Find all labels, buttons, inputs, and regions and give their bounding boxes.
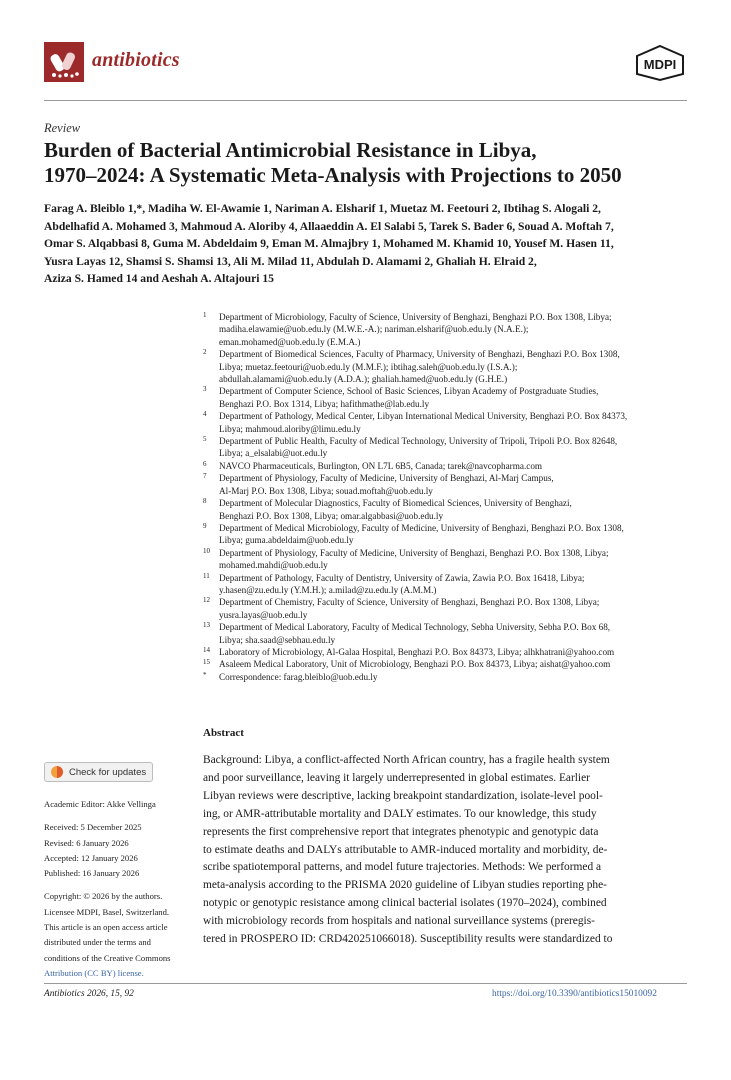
abstract-line: and poor surveillance, leaving it largely underrepresented in global estimates. Earlier — [203, 771, 590, 784]
copyright-notice — [44, 889, 194, 981]
footer-citation: Antibiotics 2026, 15, 92 — [44, 989, 134, 999]
affiliation-number: 14 — [203, 645, 210, 654]
abstract-line: meta-analysis according to the PRISMA 2020 guideline of Libyan studies reporting phe- — [203, 879, 607, 892]
author-line: Abdelhafid A. Mohamed 3, Mahmoud A. Aloriby 4, Allaaeddin A. El Salabi 5, Tarek S. Bader 6, Souad A. Moftah 7, — [44, 219, 614, 233]
affiliation-line: Libya; guma.abdeldaim@uob.edu.ly — [219, 535, 354, 546]
abstract-line: ing, or AMR-attributable mortality and DALY estimates. To our knowledge, this study — [203, 807, 597, 820]
affiliation-line: Department of Physiology, Faculty of Medicine, University of Benghazi, Benghazi P.O. Box 1308, Libya; — [219, 547, 609, 558]
check-updates-icon — [51, 766, 63, 778]
affiliation-item — [203, 472, 693, 497]
affiliation-number: 5 — [203, 435, 207, 444]
affiliation-line: Department of Chemistry, Faculty of Science, University of Benghazi, Benghazi P.O. Box 1308, Libya; — [219, 597, 600, 608]
author-list — [44, 200, 694, 288]
published-date: Published: 16 January 2026 — [44, 868, 140, 879]
affiliation-item — [203, 547, 693, 572]
copyright-line: Licensee MDPI, Basel, Switzerland. — [44, 906, 170, 917]
affiliations-list — [203, 311, 693, 683]
affiliation-number: 12 — [203, 596, 210, 605]
affiliation-line: Department of Public Health, Faculty of Medical Technology, University of Tripoli, Tripoli P.O. Box 82648, — [219, 436, 618, 447]
author-line: Yusra Layas 12, Shamsi S. Shamsi 13, Ali M. Milad 11, Abdulah D. Alamami 2, Ghaliah H. Elraid 2, — [44, 254, 537, 268]
affiliation-item — [203, 497, 693, 522]
copyright-line: conditions of the Creative Commons — [44, 952, 171, 963]
affiliation-item — [203, 596, 693, 621]
affiliation-line: Department of Molecular Diagnostics, Faculty of Biomedical Sciences, University of Benghazi, — [219, 498, 572, 509]
affiliation-line: yusra.layas@uob.edu.ly — [219, 609, 308, 620]
abstract-line: notypic or genotypic resistance among clinical bacterial isolates (1970–2024), combined — [203, 897, 607, 910]
affiliation-item — [203, 385, 693, 410]
affiliation-item — [203, 460, 693, 472]
check-for-updates-button[interactable] — [44, 762, 153, 782]
affiliation-line: Department of Pathology, Faculty of Dentistry, University of Zawia, Zawia P.O. Box 16418, Libya; — [219, 572, 585, 583]
article-info-sidebar — [44, 797, 194, 989]
affiliation-line: Correspondence: farag.bleiblo@uob.edu.ly — [219, 671, 378, 682]
affiliation-number: 3 — [203, 385, 207, 394]
affiliation-number: 7 — [203, 472, 207, 481]
affiliation-line: y.hasen@zu.edu.ly (Y.M.H.); a.milad@zu.edu.ly (A.M.M.) — [219, 584, 437, 595]
author-line: Aziza S. Hamed 14 and Aeshah A. Altajouri 15 — [44, 272, 274, 286]
abstract-line: scribe spatiotemporal patterns, and model future trajectories. Methods: We performed a — [203, 861, 602, 874]
article-title — [44, 138, 694, 188]
copyright-line: distributed under the terms and — [44, 937, 151, 948]
affiliation-line: Libya; a_elsalabi@uot.edu.ly — [219, 448, 328, 459]
affiliation-number: 4 — [203, 410, 207, 419]
abstract-heading: Abstract — [203, 727, 244, 739]
affiliation-line: Department of Medical Laboratory, Faculty of Medical Technology, Sebha University, Sebha P.O. Box 68, — [219, 622, 611, 633]
title-line: Burden of Bacterial Antimicrobial Resistance in Libya, — [44, 138, 537, 162]
affiliation-line: Department of Microbiology, Faculty of Science, University of Benghazi, Benghazi P.O. Box 1308, Libya; — [219, 312, 612, 322]
affiliation-line: Department of Medical Microbiology, Faculty of Medicine, University of Benghazi, Benghazi P.O. Box 1308, — [219, 522, 624, 533]
affiliation-line: eman.mohamed@uob.edu.ly (E.M.A.) — [219, 336, 361, 347]
affiliation-item — [203, 572, 693, 597]
journal-logo-icon — [44, 42, 84, 82]
affiliation-line: abdullah.alamami@uob.edu.ly (A.D.A.); ghaliah.hamed@uob.edu.ly (G.H.E.) — [219, 374, 508, 385]
abstract-line: Libyan reviews were descriptive, lacking breakpoint standardization, isolate-level pool- — [203, 789, 603, 802]
affiliation-item — [203, 646, 693, 658]
affiliation-number: 1 — [203, 311, 207, 319]
abstract-line: with microbiology records from hospitals and national surveillance systems (preregis- — [203, 915, 595, 928]
affiliation-line: Benghazi P.O. Box 1308, Libya; omar.algabbasi@uob.edu.ly — [219, 510, 444, 521]
received-date: Received: 5 December 2025 — [44, 822, 142, 833]
affiliation-number: 13 — [203, 621, 210, 630]
copyright-line: This article is an open access article — [44, 922, 168, 933]
affiliation-item — [203, 621, 693, 646]
affiliation-number: 8 — [203, 497, 207, 506]
affiliation-item — [203, 522, 693, 547]
cc-by-license-link[interactable]: Attribution (CC BY) license. — [44, 967, 144, 978]
affiliation-line: Benghazi P.O. Box 1314, Libya; hafithmathe@lab.edu.ly — [219, 398, 430, 409]
affiliation-item — [203, 671, 693, 683]
affiliation-item — [203, 348, 693, 385]
affiliation-number: 15 — [203, 658, 210, 667]
revised-date: Revised: 6 January 2026 — [44, 837, 129, 848]
affiliation-line: Laboratory of Microbiology, Al-Galaa Hospital, Benghazi P.O. Box 84373, Libya; alhkhatrani@yahoo.com — [219, 646, 615, 657]
mdpi-logo-text: MDPI — [643, 57, 677, 72]
affiliation-line: madiha.elawamie@uob.edu.ly (M.W.E.-A.); nariman.elsharif@uob.edu.ly (N.A.E.); — [219, 324, 529, 335]
affiliation-line: Libya; sha.saad@sebhau.edu.ly — [219, 634, 336, 645]
affiliation-number: 9 — [203, 521, 207, 530]
affiliation-number: 10 — [203, 546, 210, 555]
abstract-line: Background: Libya, a conflict-affected North African country, has a fragile health system — [203, 754, 610, 766]
affiliation-line: Al-Marj P.O. Box 1308, Libya; souad.moftah@uob.edu.ly — [219, 485, 433, 496]
author-line: Omar S. Alqabbasi 8, Guma M. Abdeldaim 9, Eman M. Almajbry 1, Mohamed M. Khamid 10, Yousef M. Hasen 11, — [44, 237, 614, 251]
affiliation-line: Department of Physiology, Faculty of Medicine, University of Benghazi, Al-Marj Campus, — [219, 473, 554, 484]
article-type: Review — [44, 121, 81, 135]
affiliation-item — [203, 435, 693, 460]
copyright-line: Copyright: © 2026 by the authors. — [44, 891, 163, 902]
affiliation-line: Asaleem Medical Laboratory, Unit of Microbiology, Benghazi P.O. Box 84373, Libya; aishat@yahoo.com — [219, 659, 611, 670]
affiliation-item — [203, 410, 693, 435]
mdpi-logo — [633, 44, 687, 82]
affiliation-line: NAVCO Pharmaceuticals, Burlington, ON L7L 6B5, Canada; tarek@navcopharma.com — [219, 460, 543, 471]
affiliation-line: Libya; muetaz.feetouri@uob.edu.ly (M.M.F.); ibtihag.saleh@uob.edu.ly (I.S.A.); — [219, 361, 518, 372]
affiliation-line: Libya; mahmoud.aloriby@limu.edu.ly — [219, 423, 361, 434]
affiliation-line: mohamed.mahdi@uob.edu.ly — [219, 560, 328, 571]
affiliation-number: 11 — [203, 571, 210, 580]
header-divider — [44, 100, 687, 101]
affiliation-item — [203, 658, 693, 670]
affiliation-item — [203, 311, 693, 348]
doi-link[interactable]: https://doi.org/10.3390/antibiotics15010092 — [492, 989, 657, 999]
check-updates-label: Check for updates — [69, 766, 147, 778]
abstract-line: to estimate deaths and DALYs attributable to AMR-induced mortality and morbidity, de- — [203, 843, 608, 856]
journal-name: antibiotics — [92, 49, 180, 71]
academic-editor: Academic Editor: Akke Vellinga — [44, 799, 156, 809]
abstract-line: represents the first comprehensive report that integrates phenotypic and genotypic data — [203, 825, 599, 838]
author-line: Farag A. Bleiblo 1,*, Madiha W. El-Awamie 1, Nariman A. Elsharif 1, Muetaz M. Feetouri 2, Ibtihag S. Alogali 2, — [44, 202, 601, 215]
affiliation-line: Department of Pathology, Medical Center, Libyan International Medical University, Benghazi P.O. Box 84373, — [219, 411, 628, 422]
affiliation-line: Department of Biomedical Sciences, Faculty of Pharmacy, University of Benghazi, Benghazi P.O. Box 1308, — [219, 349, 620, 360]
abstract-body — [203, 752, 691, 949]
affiliation-number: * — [203, 670, 207, 679]
title-line: 1970–2024: A Systematic Meta-Analysis with Projections to 2050 — [44, 163, 622, 187]
affiliation-number: 6 — [203, 459, 207, 468]
footer-divider — [44, 983, 687, 984]
affiliation-line: Department of Computer Science, School of Basic Sciences, Libyan Academy of Postgraduate Studies, — [219, 386, 599, 397]
affiliation-number: 2 — [203, 348, 207, 357]
abstract-line: tered in PROSPERO ID: CRD420251066018). Susceptibility results were standardized to — [203, 933, 613, 946]
accepted-date: Accepted: 12 January 2026 — [44, 852, 138, 863]
